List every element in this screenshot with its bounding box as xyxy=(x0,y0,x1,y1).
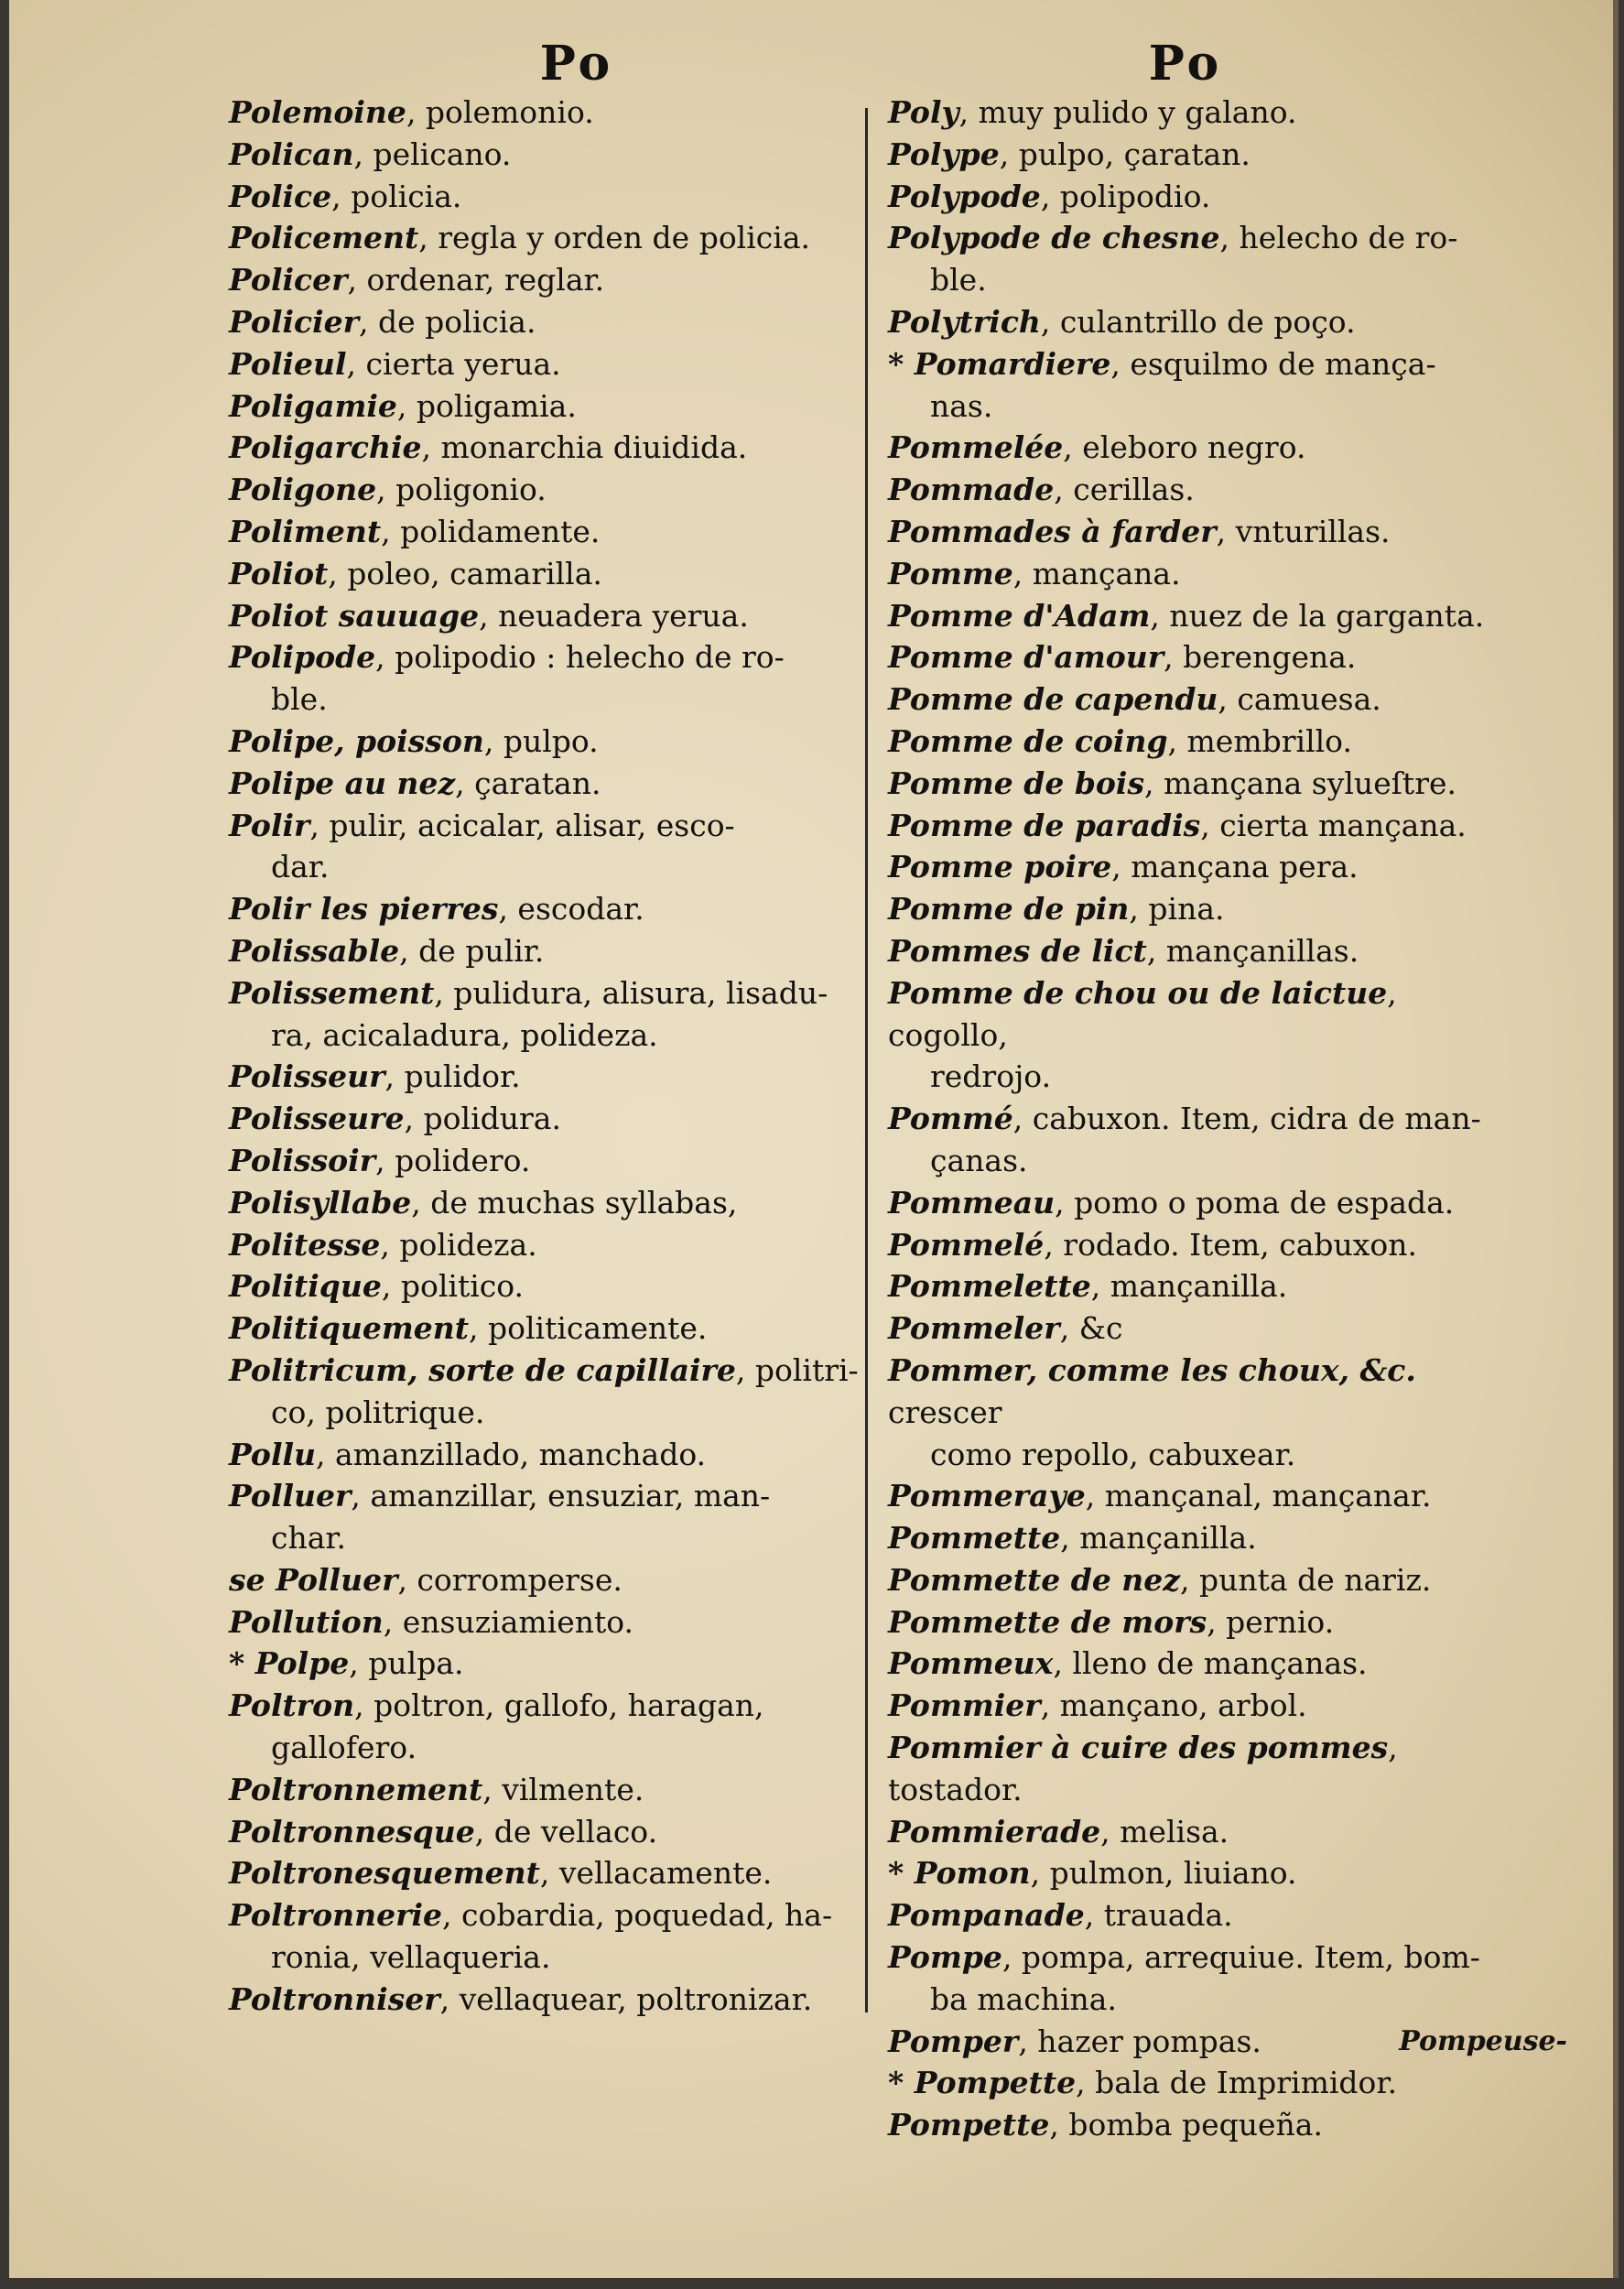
entry-headword: * Polpe xyxy=(229,1645,350,1682)
entry-definition: , pompa, arrequiue. Item, bom- xyxy=(1001,1939,1480,1976)
dictionary-entry xyxy=(229,1979,870,2021)
entry-headword: Policement xyxy=(229,220,419,256)
dictionary-entry xyxy=(229,1769,870,1811)
entry-headword: Pommelée xyxy=(888,429,1064,466)
entry-definition: , pulidura, alisura, lisadu- xyxy=(434,974,828,1011)
entry-headword: Policer xyxy=(229,262,348,298)
dictionary-entry xyxy=(229,1056,870,1098)
dictionary-entry xyxy=(888,888,1510,930)
dictionary-entry xyxy=(888,1727,1510,1811)
entry-headword: Pommette de mors xyxy=(888,1603,1207,1640)
entry-headword: Poliment xyxy=(229,513,382,549)
entry-headword: Pommier à cuire des pommes xyxy=(888,1730,1389,1766)
column-divider xyxy=(865,108,868,2012)
entry-headword: Polisseur xyxy=(229,1058,385,1095)
entry-headword: Politique xyxy=(229,1268,382,1305)
dictionary-entry xyxy=(229,972,870,1057)
entry-continuation: dar. xyxy=(271,849,330,885)
entry-definition: , pulmon, liuiano. xyxy=(1030,1855,1297,1892)
entry-definition: , cerillas. xyxy=(1054,472,1195,508)
dictionary-entry xyxy=(229,595,870,637)
entry-definition: , camuesa. xyxy=(1218,681,1381,718)
entry-headword: Pomme de bois xyxy=(888,765,1145,801)
dictionary-entry xyxy=(229,427,870,469)
entry-headword: Pompe xyxy=(888,1939,1002,1976)
entry-headword: Poligone xyxy=(229,472,377,508)
dictionary-entry xyxy=(229,763,870,805)
entry-definition: , pulidor. xyxy=(384,1058,521,1095)
entry-definition: , regla y orden de policia. xyxy=(418,220,810,256)
dictionary-entry xyxy=(888,1307,1510,1350)
left-running-head: Po xyxy=(539,36,614,92)
entry-definition: , mançana sylueſtre. xyxy=(1144,765,1456,801)
entry-definition: , melisa. xyxy=(1100,1813,1229,1850)
entry-headword: se Polluer xyxy=(229,1561,398,1598)
entry-definition: , monarchia diuidida. xyxy=(421,429,748,466)
entry-definition: , trauada. xyxy=(1084,1897,1233,1934)
entry-headword: Pomme de capendu xyxy=(888,681,1218,718)
entry-definition: , pulpa. xyxy=(349,1645,464,1682)
entry-definition: , politri- xyxy=(735,1351,859,1388)
entry-definition: , cierta mançana. xyxy=(1200,807,1467,843)
entry-definition: , mançanal, mançanar. xyxy=(1085,1478,1432,1514)
dictionary-entry xyxy=(888,636,1510,678)
entry-definition: , polipodio : helecho de ro- xyxy=(375,639,785,676)
entry-definition: , neuadera yerua. xyxy=(479,597,749,634)
entry-definition: , bomba pequeña. xyxy=(1049,2107,1323,2143)
entry-headword: Poliot xyxy=(229,555,329,591)
entry-definition: , polidamente. xyxy=(381,513,601,549)
dictionary-entry xyxy=(888,511,1510,553)
entry-definition: , corromperse. xyxy=(397,1561,623,1598)
entry-headword: Pomme de chou ou de laictue xyxy=(888,974,1388,1011)
entry-headword: Polipe, poisson xyxy=(229,722,484,759)
entry-definition: , pulir, acicalar, alisar, esco- xyxy=(309,807,735,843)
entry-definition: , pulpo, çaratan. xyxy=(999,136,1250,172)
entry-definition: , pelicano. xyxy=(353,136,512,172)
entry-definition: , ordenar, reglar. xyxy=(347,262,605,298)
entry-continuation: çanas. xyxy=(930,1142,1028,1178)
dictionary-entry xyxy=(888,217,1510,301)
dictionary-entry xyxy=(888,1643,1510,1685)
entry-headword: Pommé xyxy=(888,1101,1013,1137)
entry-headword: Polemoine xyxy=(229,94,406,130)
dictionary-entry xyxy=(888,763,1510,805)
entry-headword: Pomme xyxy=(888,555,1013,591)
catchword: Pompeuse- xyxy=(1399,2025,1567,2057)
dictionary-entry xyxy=(229,805,870,889)
entry-headword: Polican xyxy=(229,136,354,172)
entry-definition: , mançana pera. xyxy=(1111,849,1359,885)
entry-continuation: co, politrique. xyxy=(271,1394,485,1430)
entry-definition: , cierta yerua. xyxy=(346,345,561,382)
entry-headword: Poltronnement xyxy=(229,1771,483,1807)
entry-definition: , amanzillar, ensuziar, man- xyxy=(351,1478,771,1514)
dictionary-entry xyxy=(888,1224,1510,1266)
entry-definition: , escodar. xyxy=(498,891,644,928)
dictionary-entry xyxy=(229,217,870,259)
entry-headword: Politiquement xyxy=(229,1310,470,1347)
entry-headword: Pompanade xyxy=(888,1897,1085,1934)
left-column xyxy=(229,37,870,2021)
entry-definition: , pulpo. xyxy=(483,722,599,759)
entry-headword: Pommades à farder xyxy=(888,513,1217,549)
entry-definition: , çaratan. xyxy=(455,765,601,801)
entry-definition: , de vellaco. xyxy=(474,1813,658,1850)
entry-definition: , pomo o poma de espada. xyxy=(1055,1184,1455,1220)
entry-headword: Polisyllabe xyxy=(229,1184,412,1220)
dictionary-entry xyxy=(229,930,870,972)
entry-definition: , polipodio. xyxy=(1040,178,1211,214)
entry-continuation: ronia, vellaqueria. xyxy=(271,1939,551,1976)
entry-headword: Poly xyxy=(888,94,959,130)
entry-headword: Polieul xyxy=(229,345,347,382)
entry-definition: , punta de nariz. xyxy=(1180,1561,1432,1598)
entry-headword: Pollution xyxy=(229,1603,384,1640)
entry-headword: Police xyxy=(229,178,332,214)
dictionary-entry xyxy=(888,2104,1510,2146)
entry-headword: Poligamie xyxy=(229,387,397,424)
entry-headword: Poliot sauuage xyxy=(229,597,480,634)
dictionary-entry xyxy=(229,176,870,218)
entry-definition: , berengena. xyxy=(1164,639,1357,676)
entry-definition: , helecho de ro- xyxy=(1219,220,1458,256)
dictionary-entry xyxy=(888,678,1510,721)
entry-definition: , poleo, camarilla. xyxy=(328,555,602,591)
dictionary-entry xyxy=(229,1224,870,1266)
entry-headword: * Pomardiere xyxy=(888,345,1111,382)
dictionary-entry xyxy=(229,1852,870,1894)
left-entry-list xyxy=(229,92,870,2021)
entry-continuation: ble. xyxy=(271,681,328,718)
entry-headword: Pommes de lict xyxy=(888,932,1147,969)
dictionary-entry xyxy=(888,1685,1510,1727)
dictionary-entry xyxy=(229,1559,870,1601)
dictionary-entry xyxy=(229,1643,870,1685)
entry-headword: Pommeux xyxy=(888,1645,1054,1682)
dictionary-entry xyxy=(888,1852,1510,1894)
entry-definition: , muy pulido y galano. xyxy=(958,94,1297,130)
dictionary-entry xyxy=(888,721,1510,763)
entry-headword: Poltron xyxy=(229,1687,355,1724)
entry-definition: , mançano, arbol. xyxy=(1040,1687,1307,1724)
entry-headword: Poltronesquement xyxy=(229,1855,540,1892)
dictionary-entry xyxy=(888,92,1510,134)
dictionary-entry xyxy=(888,805,1510,847)
dictionary-entry xyxy=(888,343,1510,428)
dictionary-entry xyxy=(229,301,870,343)
entry-continuation: ba machina. xyxy=(930,1980,1117,2017)
entry-headword: Pommade xyxy=(888,472,1055,508)
entry-headword: Pommierade xyxy=(888,1813,1101,1850)
entry-definition: , polidero. xyxy=(375,1142,531,1178)
right-column xyxy=(888,37,1510,2146)
entry-definition: , pernio. xyxy=(1207,1603,1335,1640)
entry-definition: , vellaquear, poltronizar. xyxy=(439,1980,813,2017)
entry-definition: , ensuziamiento. xyxy=(383,1603,634,1640)
entry-definition: , cobardia, poquedad, ha- xyxy=(442,1897,833,1934)
dictionary-entry xyxy=(229,385,870,428)
entry-headword: Poltronnerie xyxy=(229,1897,443,1934)
entry-definition: , mançana. xyxy=(1012,555,1181,591)
entry-definition: , hazer pompas. xyxy=(1018,2023,1261,2059)
dictionary-entry xyxy=(229,1434,870,1476)
entry-headword: Polypode de chesne xyxy=(888,220,1220,256)
entry-definition: , &c xyxy=(1059,1310,1123,1347)
dictionary-entry xyxy=(229,1307,870,1350)
entry-headword: Pomme de paradis xyxy=(888,807,1201,843)
entry-definition: , poltron, gallofo, haragan, xyxy=(354,1687,764,1724)
dictionary-entry xyxy=(888,1475,1510,1517)
entry-definition: , pina. xyxy=(1129,891,1225,928)
dictionary-entry xyxy=(888,301,1510,343)
entry-definition: , vnturillas. xyxy=(1216,513,1391,549)
dictionary-page xyxy=(9,0,1619,2278)
dictionary-entry xyxy=(888,1601,1510,1644)
dictionary-entry xyxy=(229,1601,870,1644)
entry-headword: Pomme de pin xyxy=(888,891,1130,928)
entry-headword: Polisseure xyxy=(229,1101,405,1137)
entry-headword: Pomme de coing xyxy=(888,722,1168,759)
dictionary-entry xyxy=(229,92,870,134)
dictionary-entry xyxy=(229,888,870,930)
entry-definition: , vellacamente. xyxy=(539,1855,773,1892)
entry-definition: , mançanilla. xyxy=(1060,1520,1257,1557)
entry-continuation: como repollo, cabuxear. xyxy=(930,1436,1296,1472)
dictionary-entry xyxy=(229,1265,870,1307)
entry-headword: Pomme d'amour xyxy=(888,639,1164,676)
entry-headword: Pommette xyxy=(888,1520,1061,1557)
entry-headword: Polytrich xyxy=(888,303,1041,340)
entry-definition: , poligamia. xyxy=(396,387,577,424)
dictionary-entry xyxy=(888,553,1510,595)
entry-definition: , lleno de mançanas. xyxy=(1053,1645,1368,1682)
entry-headword: * Pomon xyxy=(888,1855,1031,1892)
entry-headword: Polissement xyxy=(229,974,435,1011)
entry-headword: Polluer xyxy=(229,1478,352,1514)
entry-headword: Poltronnesque xyxy=(229,1813,475,1850)
entry-headword: Polir xyxy=(229,807,310,843)
entry-definition: , esquilmo de mança- xyxy=(1110,345,1436,382)
entry-continuation: nas. xyxy=(930,387,993,424)
entry-headword: Poligarchie xyxy=(229,429,422,466)
entry-headword: Polypode xyxy=(888,178,1041,214)
dictionary-entry xyxy=(229,1140,870,1182)
entry-definition: , polidura. xyxy=(404,1101,561,1137)
entry-definition: , amanzillado, manchado. xyxy=(316,1436,707,1472)
entry-headword: Pommette de nez xyxy=(888,1561,1181,1598)
dictionary-entry xyxy=(888,427,1510,469)
entry-headword: Polype xyxy=(888,136,1000,172)
dictionary-entry xyxy=(229,1098,870,1140)
dictionary-entry xyxy=(888,1265,1510,1307)
entry-headword: Polissable xyxy=(229,932,400,969)
entry-continuation: gallofero. xyxy=(271,1730,417,1766)
dictionary-entry xyxy=(888,930,1510,972)
dictionary-entry xyxy=(888,595,1510,637)
entry-definition: , culantrillo de poço. xyxy=(1040,303,1356,340)
entry-definition: , bala de Imprimidor. xyxy=(1076,2065,1398,2101)
entry-definition: , de policia. xyxy=(359,303,536,340)
dictionary-entry xyxy=(888,469,1510,511)
entry-headword: Pommier xyxy=(888,1687,1041,1724)
entry-definition: , policia. xyxy=(331,178,462,214)
entry-definition: , nuez de la garganta. xyxy=(1150,597,1485,634)
dictionary-entry xyxy=(888,1517,1510,1559)
dictionary-entry xyxy=(888,1894,1510,1936)
entry-definition: , tostador. xyxy=(888,1730,1398,1807)
entry-headword: Pomme d'Adam xyxy=(888,597,1151,634)
entry-definition: , polideza. xyxy=(380,1226,537,1263)
dictionary-entry xyxy=(888,1811,1510,1853)
dictionary-entry xyxy=(888,1350,1510,1475)
entry-headword: Pommelé xyxy=(888,1226,1045,1263)
entry-definition: , eleboro negro. xyxy=(1063,429,1306,466)
entry-headword: Pomper xyxy=(888,2023,1019,2059)
entry-definition: , mançanilla. xyxy=(1090,1268,1288,1305)
dictionary-entry xyxy=(888,176,1510,218)
entry-headword: Politesse xyxy=(229,1226,381,1263)
entry-headword: Pommeraye xyxy=(888,1478,1086,1514)
dictionary-entry xyxy=(229,511,870,553)
dictionary-entry xyxy=(888,1182,1510,1224)
entry-definition: , mançanillas. xyxy=(1146,932,1359,969)
entry-headword: Polir les pierres xyxy=(229,891,499,928)
entry-definition: crescer xyxy=(888,1394,1002,1430)
dictionary-entry xyxy=(229,1475,870,1559)
dictionary-entry xyxy=(229,259,870,301)
entry-headword: Politricum, sorte de capillaire xyxy=(229,1351,736,1388)
entry-definition: , polemonio. xyxy=(406,94,594,130)
dictionary-entry xyxy=(229,343,870,385)
dictionary-entry xyxy=(229,469,870,511)
entry-headword: Pommer, comme les choux, &c. xyxy=(888,1351,1416,1388)
entry-definition: , de pulir. xyxy=(399,932,545,969)
dictionary-entry xyxy=(888,134,1510,176)
entry-definition: , cabuxon. Item, cidra de man- xyxy=(1012,1101,1481,1137)
entry-headword: Pommeau xyxy=(888,1184,1056,1220)
entry-continuation: redrojo. xyxy=(930,1058,1052,1095)
dictionary-entry xyxy=(229,721,870,763)
dictionary-entry xyxy=(229,1894,870,1979)
entry-continuation: ra, acicaladura, polideza. xyxy=(271,1016,658,1053)
entry-definition: , membrillo. xyxy=(1167,722,1352,759)
entry-definition: , politicamente. xyxy=(469,1310,708,1347)
dictionary-entry xyxy=(229,553,870,595)
entry-definition: , de muchas syllabas, xyxy=(411,1184,738,1220)
entry-headword: Policier xyxy=(229,303,360,340)
dictionary-entry xyxy=(229,1350,870,1434)
dictionary-entry xyxy=(229,1811,870,1853)
right-entry-list xyxy=(888,92,1510,2146)
entry-headword: Pommelette xyxy=(888,1268,1091,1305)
entry-definition: , politico. xyxy=(381,1268,525,1305)
entry-continuation: ble. xyxy=(930,262,987,298)
dictionary-entry xyxy=(888,1559,1510,1601)
dictionary-entry xyxy=(229,636,870,721)
entry-continuation: char. xyxy=(271,1520,347,1557)
entry-headword: * Pompette xyxy=(888,2065,1077,2101)
entry-headword: Pomme poire xyxy=(888,849,1112,885)
dictionary-entry xyxy=(229,134,870,176)
dictionary-entry xyxy=(888,1098,1510,1182)
dictionary-entry xyxy=(229,1182,870,1224)
entry-definition: , poligonio. xyxy=(376,472,547,508)
dictionary-entry xyxy=(888,2062,1510,2104)
entry-definition: , rodado. Item, cabuxon. xyxy=(1044,1226,1417,1263)
entry-headword: Polissoir xyxy=(229,1142,376,1178)
entry-headword: Pollu xyxy=(229,1436,317,1472)
entry-definition: , vilmente. xyxy=(482,1771,644,1807)
dictionary-entry xyxy=(888,972,1510,1098)
entry-definition: , cogollo, xyxy=(888,974,1397,1053)
entry-headword: Pompette xyxy=(888,2107,1050,2143)
dictionary-entry xyxy=(888,846,1510,888)
dictionary-entry xyxy=(888,1936,1510,2021)
entry-headword: Pommeler xyxy=(888,1310,1060,1347)
dictionary-entry xyxy=(229,1685,870,1769)
entry-headword: Poltronniser xyxy=(229,1980,440,2017)
entry-headword: Polipode xyxy=(229,639,376,676)
entry-headword: Polipe au nez xyxy=(229,765,456,801)
right-running-head: Po xyxy=(1148,36,1223,92)
